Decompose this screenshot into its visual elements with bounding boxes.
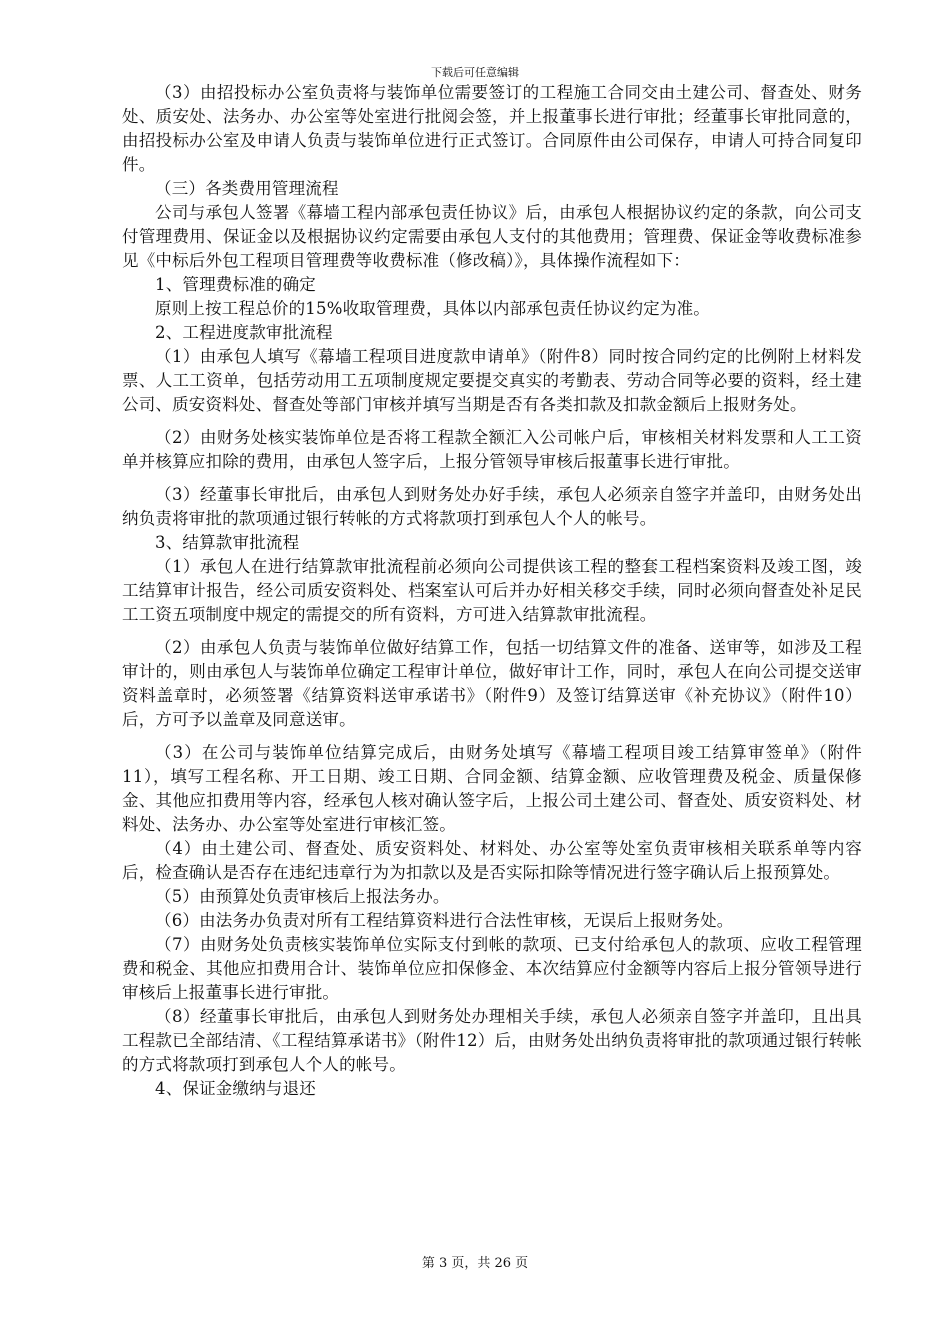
paragraph: （1）由承包人填写《幕墙工程项目进度款申请单》（附件8）同时按合同约定的比例附上材料发票、人工工资单，包括劳动用工五项制度规定要提交真实的考勤表、劳动合同等必要的资料，经土建公司、质安资料处、督查处等部门审核并填写当期是否有各类扣款及扣款金额后上报财务处。	[122, 347, 862, 414]
paragraph: （2）由承包人负责与装饰单位做好结算工作，包括一切结算文件的准备、送审等，如涉及工程审计的，则由承包人与装饰单位确定工程审计单位，做好审计工作，同时，承包人在向公司提交送审资料盖章时，必须签署《结算资料送审承诺书》（附件9）及签订结算送审《补充协议》（附件10）后，方可予以盖章及同意送审。	[122, 638, 862, 729]
paragraph: （6）由法务办负责对所有工程结算资料进行合法性审核，无误后上报财务处。	[155, 911, 734, 930]
document-body	[122, 81, 862, 1101]
paragraph: （1）承包人在进行结算款审批流程前必须向公司提供该工程的整套工程档案资料及竣工图，竣工结算审计报告，经公司质安资料处、档案室认可后并办好相关移交手续，同时必须向督查处补足民工工资五项制度中规定的需提交的所有资料，方可进入结算款审批流程。	[122, 557, 862, 624]
paragraph: （3）经董事长审批后，由承包人到财务处办好手续，承包人必须亲自签字并盖印，由财务处出纳负责将审批的款项通过银行转帐的方式将款项打到承包人个人的帐号。	[122, 485, 862, 528]
paragraph: 原则上按工程总价的15%收取管理费，具体以内部承包责任协议约定为准。	[155, 299, 710, 318]
header-note: 下载后可任意编辑	[431, 66, 519, 79]
subsection-heading: 1、管理费标准的确定	[155, 275, 316, 294]
paragraph: （3）由招投标办公室负责将与装饰单位需要签订的工程施工合同交由土建公司、督查处、财务处、质安处、法务办、办公室等处室进行批阅会签，并上报董事长进行审批；经董事长审批同意的，由招投标办公室及申请人负责与装饰单位进行正式签订。合同原件由公司保存，申请人可持合同复印件。	[122, 83, 862, 174]
paragraph: （2）由财务处核实装饰单位是否将工程款全额汇入公司帐户后，审核相关材料发票和人工工资单并核算应扣除的费用，由承包人签字后，上报分管领导审核后报董事长进行审批。	[122, 428, 862, 471]
paragraph: （4）由土建公司、督查处、质安资料处、材料处、办公室等处室负责审核相关联系单等内容后，检查确认是否存在违纪违章行为为扣款以及是否实际扣除等情况进行签字确认后上报预算处。	[122, 839, 862, 882]
paragraph: （8）经董事长审批后，由承包人到财务处办理相关手续，承包人必须亲自签字并盖印，且出具工程款已全部结清、《工程结算承诺书》（附件12）后，由财务处出纳负责将审批的款项通过银行转帐的方式将款项打到承包人个人的帐号。	[122, 1007, 862, 1074]
paragraph: 公司与承包人签署《幕墙工程内部承包责任协议》后，由承包人根据协议约定的条款，向公司支付管理费用、保证金以及根据协议约定需要由承包人支付的其他费用；管理费、保证金等收费标准参见《中标后外包工程项目管理费等收费标准（修改稿）》，具体操作流程如下：	[122, 203, 862, 270]
subsection-heading: 4、保证金缴纳与退还	[155, 1079, 316, 1098]
page-number: 第 3 页，共 26 页	[421, 1256, 529, 1271]
subsection-heading: 2、工程进度款审批流程	[155, 323, 333, 342]
subsection-heading: 3、结算款审批流程	[155, 533, 300, 552]
section-heading: （三）各类费用管理流程	[155, 179, 339, 198]
paragraph: （3）在公司与装饰单位结算完成后，由财务处填写《幕墙工程项目竣工结算审签单》（附件11），填写工程名称、开工日期、竣工日期、合同金额、结算金额、应收管理费及税金、质量保修金、其他应扣费用等内容，经承包人核对确认签字后，上报公司土建公司、督查处、质安资料处、材料处、法务办、办公室等处室进行审核汇签。	[122, 743, 862, 834]
paragraph: （5）由预算处负责审核后上报法务办。	[155, 887, 450, 906]
paragraph: （7）由财务处负责核实装饰单位实际支付到帐的款项、已支付给承包人的款项、应收工程管理费和税金、其他应扣费用合计、装饰单位应扣保修金、本次结算应付金额等内容后上报分管领导进行审核后上报董事长进行审批。	[122, 935, 862, 1002]
